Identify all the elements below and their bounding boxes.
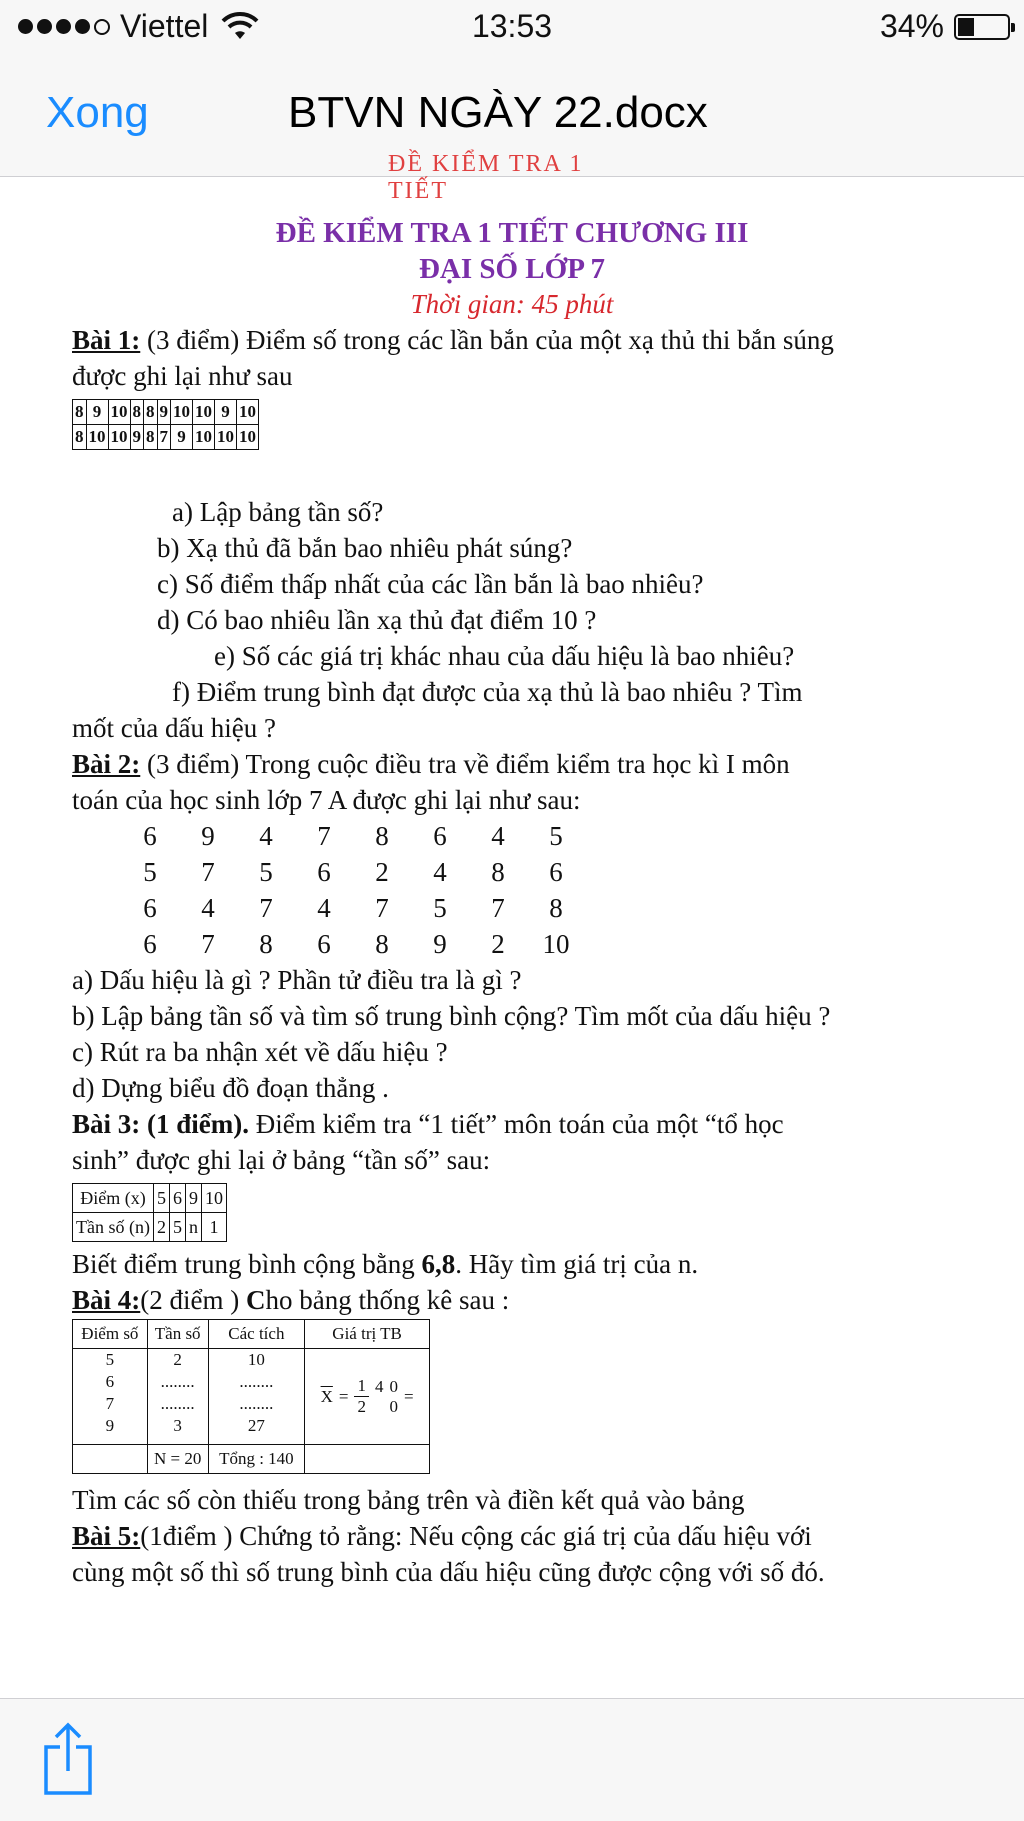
table-cell: 10 [86,425,108,450]
cell-value: 6 [105,1372,115,1391]
grid-value: 8 [491,857,505,887]
table-cell: 5 [169,1213,185,1242]
bai3-line3 [72,1249,698,1280]
status-bar [0,0,1024,56]
grid-value: 4 [259,821,273,851]
bai1-line1 [72,325,834,356]
grid-value: 6 [143,929,157,959]
battery-icon [954,14,1010,40]
grid-value: 7 [491,893,505,923]
table-cell [208,1349,305,1445]
bai5-text1: (1điểm ) Chứng tỏ rằng: Nếu cộng các giá trị của dấu hiệu với [140,1521,812,1551]
table-cell: 9 [157,400,171,425]
grid-value: 6 [317,929,331,959]
cell-value: 7 [105,1394,115,1413]
table-cell: 1 [201,1213,226,1242]
grid-value: 8 [259,929,273,959]
table-cell: 9 [130,425,144,450]
table-header: Các tích [208,1320,305,1349]
grid-value: 4 [201,893,215,923]
bai2-line2: toán của học sinh lớp 7 A được ghi lại như sau: [72,785,581,815]
table-cell: 8 [73,400,87,425]
cell-value: 5 [105,1350,115,1369]
table-cell: 10 [171,400,193,425]
cell-value: 3 [173,1416,182,1435]
table-cell: 9 [215,400,237,425]
cell-value: 2 [173,1350,182,1369]
grid-value: 7 [201,857,215,887]
bai1-e: e) Số các giá trị khác nhau của dấu hiệu là bao nhiêu? [214,641,795,671]
grid-value: 6 [143,893,157,923]
grid-value: 4 [433,857,447,887]
page-title: BTVN NGÀY 22.docx [288,88,708,137]
table-cell: n [185,1213,201,1242]
total-n: N = 20 [147,1445,208,1474]
grid-value: 10 [542,929,570,959]
table-cell [305,1349,430,1445]
bai1-f1: f) Điểm trung bình đạt được của xạ thủ là bao nhiêu ? Tìm [172,677,803,707]
table-cell: 10 [108,400,130,425]
doc-time: Thời gian: 45 phút [410,289,614,319]
bai3-label: Bài 3: (1 điểm). [72,1109,249,1139]
grid-value: 9 [201,821,215,851]
grid-value: 5 [259,857,273,887]
bai4-line2: Tìm các số còn thiếu trong bảng trên và điền kết quả vào bảng [72,1485,745,1515]
formula-n2: 4 [374,1376,384,1396]
table-cell: Tần số (n) [73,1213,154,1242]
bai1-label: Bài 1: [72,325,141,355]
table-cell [305,1445,430,1474]
cell-value: ........ [160,1394,195,1413]
bai2-d: d) Dựng biểu đồ đoạn thẳng . [72,1073,389,1103]
cell-value: ........ [239,1372,274,1391]
table-cell [147,1349,208,1445]
table-cell: 9 [185,1184,201,1213]
table-cell: 10 [215,425,237,450]
formula-end: = [403,1386,414,1406]
formula-frac1: $\frac{1}{2}$ [354,1376,369,1417]
cell-value: 10 [247,1350,265,1369]
bai2-a: a) Dấu hiệu là gì ? Phần tử điều tra là gì ? [72,965,522,995]
bai1-line2: được ghi lại như sau [72,361,293,391]
bai4-text1: (2 điểm ) [140,1285,246,1315]
table-cell: 2 [153,1213,169,1242]
bai1-text1: (3 điểm) Điểm số trong các lần bắn của một xạ thủ thi bắn súng [140,325,834,355]
grid-value: 5 [143,857,157,887]
grid-value: 7 [201,929,215,959]
cell-value: 27 [247,1416,265,1435]
bai4-table [72,1319,430,1474]
grid-value: 6 [433,821,447,851]
table-cell [73,1445,148,1474]
bai4-text1c: ho bảng thống kê sau : [265,1285,510,1315]
table-row [73,400,259,425]
formula-x: $\overline{X}$ [320,1386,333,1406]
bai2-line1 [72,749,790,780]
bai2-text1: (3 điểm) Trong cuộc điều tra về điểm kiểm tra học kì I môn [140,749,790,779]
table-header: Điểm số [73,1320,148,1349]
bai1-table [72,399,259,450]
grid-value: 7 [317,821,331,851]
grid-value: 4 [491,821,505,851]
table-cell: 8 [130,400,144,425]
cell-value: ........ [160,1372,195,1391]
bai1-b: b) Xạ thủ đã bắn bao nhiêu phát súng? [157,533,573,563]
grid-value: 2 [491,929,505,959]
grid-value: 9 [433,929,447,959]
grid-value: 8 [375,821,389,851]
table-cell: 10 [193,425,215,450]
table-header: Giá trị TB [305,1320,430,1349]
table-cell: 9 [171,425,193,450]
table-row [73,1445,430,1474]
table-cell: 8 [144,400,158,425]
share-icon[interactable] [40,1721,96,1797]
table-row [73,1184,227,1213]
mean-formula [305,1376,429,1417]
cell-value: ........ [239,1394,274,1413]
grid-value: 5 [433,893,447,923]
table-cell: 6 [169,1184,185,1213]
bottom-toolbar [0,1698,1024,1821]
bai4-text1b: C [246,1285,266,1315]
table-cell: 10 [237,425,259,450]
bai2-b: b) Lập bảng tần số và tìm số trung bình cộng? Tìm mốt của dấu hiệu ? [72,1001,831,1031]
document-viewer[interactable] [0,151,1024,1697]
bai3-mean: 6,8 [421,1249,456,1279]
table-cell: 5 [153,1184,169,1213]
bai2-c: c) Rút ra ba nhận xét về dấu hiệu ? [72,1037,448,1067]
battery-percent: 34% [879,8,944,44]
bai3-line1 [72,1109,784,1140]
done-button[interactable]: Xong [46,88,149,137]
bai3-text1: Điểm kiểm tra “1 tiết” môn toán của một “tổ học [248,1109,784,1139]
grid-value: 6 [143,821,157,851]
table-header: Tần số [147,1320,208,1349]
bai5-line2: cùng một số thì số trung bình của dấu hiệu cũng được cộng với số đó. [72,1557,825,1587]
table-cell: 8 [73,425,87,450]
formula-frac2: 0 0 [389,1376,398,1416]
bai1-d: d) Có bao nhiêu lần xạ thủ đạt điểm 10 ? [157,605,597,635]
table-row [73,425,259,450]
table-cell: 8 [144,425,158,450]
cutoff-heading: ĐỀ KIỂM TRA 1 TIẾT [388,151,584,204]
bai1-c: c) Số điểm thấp nhất của các lần bắn là bao nhiêu? [157,569,704,599]
table-row [73,1349,430,1445]
grid-value: 6 [549,857,563,887]
bai2-label: Bài 2: [72,749,141,779]
cell-value: 9 [105,1416,115,1435]
carrier-label: Viettel [120,8,209,44]
bai1-f2: mốt của dấu hiệu ? [72,713,276,743]
grid-value: 8 [549,893,563,923]
formula-eq: = [338,1386,349,1406]
grid-value: 6 [317,857,331,887]
table-cell: 10 [201,1184,226,1213]
grid-value: 7 [375,893,389,923]
table-row [73,1213,227,1242]
battery-fill [958,18,974,36]
table-cell: 10 [108,425,130,450]
bai3-line2: sinh” được ghi lại ở bảng “tần số” sau: [72,1145,491,1175]
bai4-line1 [72,1285,509,1316]
status-right [880,8,1010,45]
grid-value: 5 [549,821,563,851]
bai3-text3a: Biết điểm trung bình cộng bằng [72,1249,422,1279]
grid-value: 8 [375,929,389,959]
table-cell: 9 [86,400,108,425]
bai4-label: Bài 4: [72,1285,141,1315]
table-cell: 10 [237,400,259,425]
bai3-text3c: . Hãy tìm giá trị của n. [455,1249,699,1279]
bai1-a: a) Lập bảng tần số? [172,497,384,527]
table-cell: Điểm (x) [73,1184,154,1213]
grid-value: 7 [259,893,273,923]
table-cell: 7 [157,425,171,450]
bai3-table [72,1183,227,1242]
table-cell [73,1349,148,1445]
bai5-label: Bài 5: [72,1521,141,1551]
table-cell: 10 [193,400,215,425]
clock: 13:53 [471,8,553,44]
doc-title: ĐỀ KIỂM TRA 1 TIẾT CHƯƠNG III [275,217,749,249]
table-row [73,1320,430,1349]
grid-value: 4 [317,893,331,923]
doc-subtitle: ĐẠI SỐ LỚP 7 [418,253,606,285]
grid-value: 2 [375,857,389,887]
bai5-line1 [72,1521,812,1552]
total-sum: Tổng : 140 [208,1445,305,1474]
